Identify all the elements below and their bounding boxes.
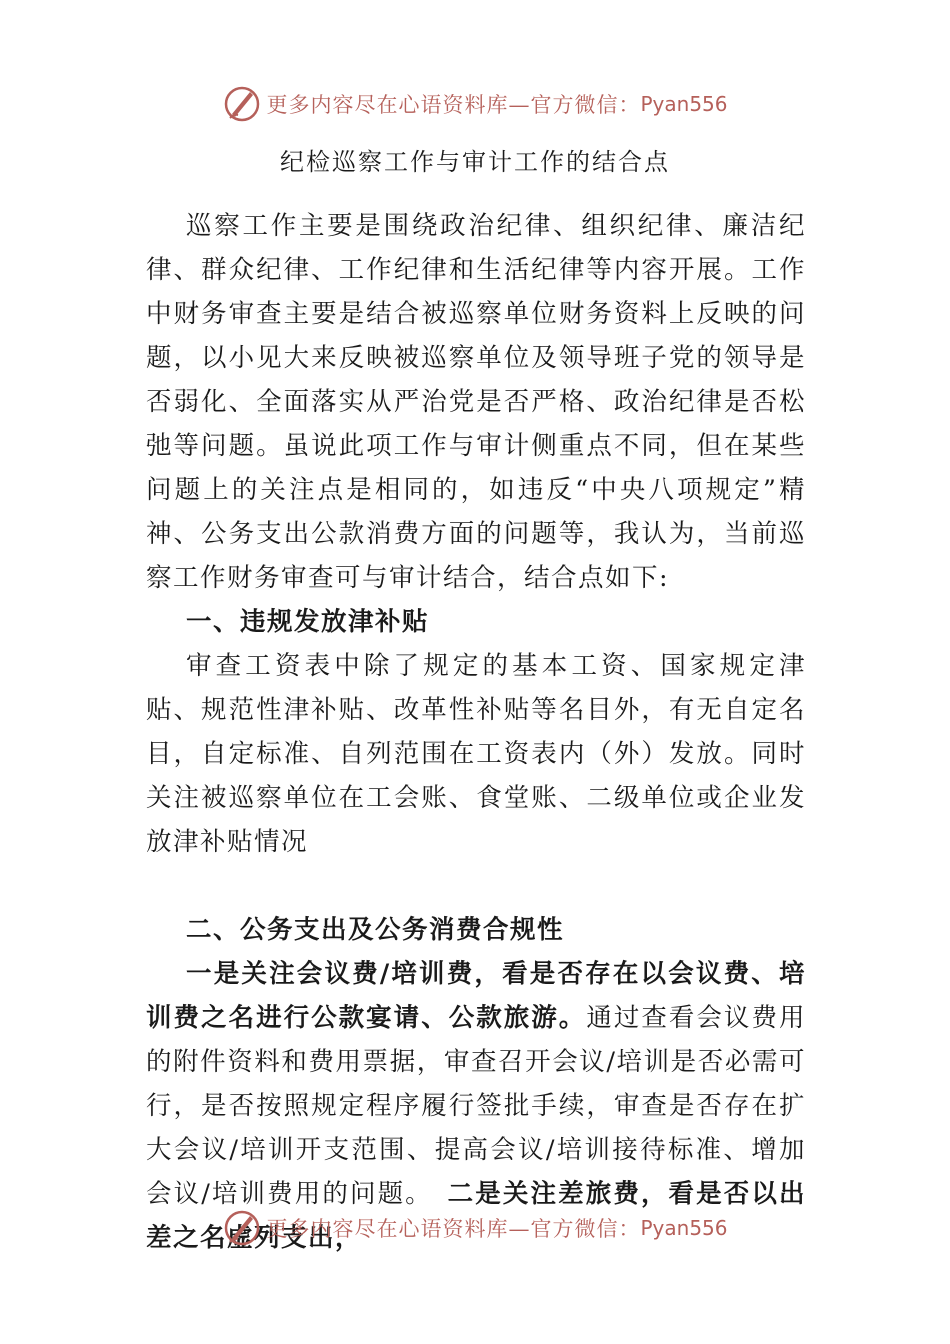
paragraph-gap (146, 864, 806, 908)
watermark-text: 更多内容尽在心语资料库—官方微信： (266, 93, 641, 117)
point-2-bold: 二是关注差旅费，看是否以出差之名虚列支出， (146, 1179, 806, 1253)
section-1-heading: 一、违规发放津补贴 (186, 607, 430, 637)
document-body (146, 204, 806, 1260)
point-1-bold: 一是关注会议费/培训费，看是否存在以会议费、培训费之名进行公款宴请、公款旅游。 (146, 959, 806, 1033)
watermark-banner-top (0, 82, 950, 126)
document-title: 纪检巡察工作与审计工作的结合点 (280, 148, 670, 176)
point-1-text: 通过查看会议费用的附件资料和费用票据，审查召开会议/培训是否必需可行，是否按照规定程序履行签批手续，审查是否存在扩大会议/培训开支范围、提高会议/培训接待标准、增加会议/培训费用的问题。 (146, 1003, 806, 1209)
watermark-wechat-id: Pyan556 (640, 92, 728, 116)
intro-paragraph: 巡察工作主要是围绕政治纪律、组织纪律、廉洁纪律、群众纪律、工作纪律和生活纪律等内容开展。工作中财务审查主要是结合被巡察单位财务资料上反映的问题，以小见大来反映被巡察单位及领导班子党的领导是否弱化、全面落实从严治党是否严格、政治纪律是否松弛等问题。虽说此项工作与审计侧重点不同，但在某些问题上的关注点是相同的，如违反“中央八项规定”精神、公务支出公款消费方面的问题等，我认为，当前巡察工作财务审查可与审计结合，结合点如下: (146, 211, 806, 593)
section-1-paragraph: 审查工资表中除了规定的基本工资、国家规定津贴、规范性津补贴、改革性补贴等名目外，有无自定名目，自定标准、自列范围在工资表内（外）发放。同时关注被巡察单位在工会账、食堂账、二级单位或企业发放津补贴情况 (146, 651, 806, 857)
section-2-heading: 二、公务支出及公务消费合规性 (186, 915, 565, 945)
watermark-wechat-id: Pyan556 (640, 1216, 728, 1240)
watermark-banner-bottom (0, 1206, 950, 1250)
pen-logo-icon (222, 1208, 262, 1248)
watermark-text: 更多内容尽在心语资料库—官方微信： (266, 1217, 641, 1241)
pen-logo-icon (222, 84, 262, 124)
